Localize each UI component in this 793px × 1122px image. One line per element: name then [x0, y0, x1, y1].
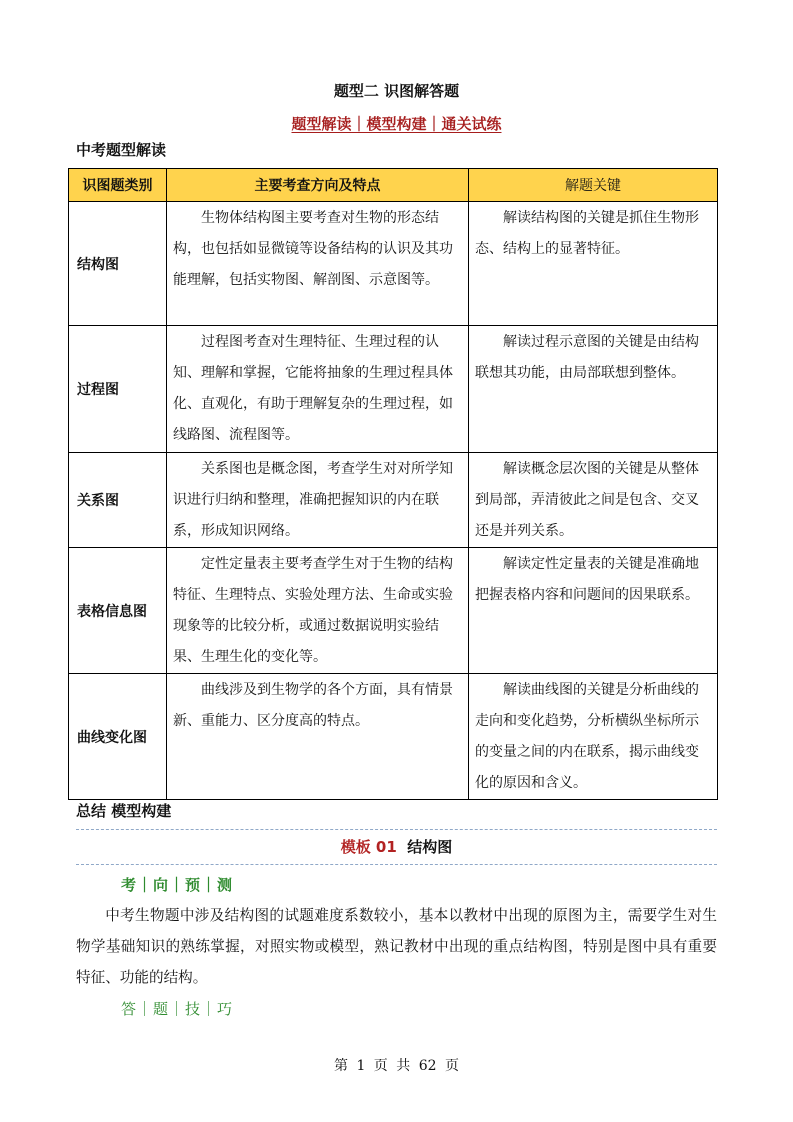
page-title: 题型二 识图解答题 — [333, 82, 460, 100]
row-category: 关系图 — [69, 453, 167, 548]
template-name: 结构图 — [407, 838, 453, 856]
template-title — [0, 836, 793, 857]
row-category: 过程图 — [69, 326, 167, 453]
table-row — [69, 548, 718, 674]
row-direction: 曲线涉及到生物学的各个方面，具有情景新、重能力、区分度高的特点。 — [167, 674, 469, 800]
table-row — [69, 674, 718, 800]
row-direction: 定性定量表主要考查学生对于生物的结构特征、生理特点、实验处理方法、生命或实验现象等的比较分析，或通过数据说明实验结果、生理生化的变化等。 — [167, 548, 469, 674]
row-key: 解读结构图的关键是抓住生物形态、结构上的显著特征。 — [469, 202, 718, 326]
section-heading-model-building: 总结 模型构建 — [76, 802, 172, 820]
table-row — [69, 202, 718, 326]
body-paragraph: 中考生物题中涉及结构图的试题难度系数较小，基本以教材中出现的原图为主，需要学生对生物学基础知识的熟练掌握，对照实物或模型，熟记教材中出现的重点结构图，特别是图中具有重要特征、功能的结构。 — [76, 907, 717, 986]
row-direction: 生物体结构图主要考查对生物的形态结构，也包括如显微镜等设备结构的认识及其功能理解，包括实物图、解剖图、示意图等。 — [167, 202, 469, 326]
column-header-key: 解题关键 — [469, 169, 718, 202]
table-row — [69, 453, 718, 548]
template-label: 模板 01 — [340, 838, 397, 856]
tips-tag: 答｜题｜技｜巧 — [121, 1000, 234, 1018]
row-category: 曲线变化图 — [69, 674, 167, 800]
row-key: 解读曲线图的关键是分析曲线的走向和变化趋势，分析横纵坐标所示的变量之间的内在联系，揭示曲线变化的原因和含义。 — [469, 674, 718, 800]
row-key: 解读定性定量表的关键是准确地把握表格内容和问题间的因果联系。 — [469, 548, 718, 674]
row-key: 解读过程示意图的关键是由结构联想其功能，由局部联想到整体。 — [469, 326, 718, 453]
table-header-row — [69, 169, 718, 202]
page-footer: 第 1 页 共 62 页 — [334, 1058, 459, 1074]
page-subtitle: 题型解读｜模型构建｜通关试练 — [291, 115, 502, 133]
row-category: 结构图 — [69, 202, 167, 326]
row-category: 表格信息图 — [69, 548, 167, 674]
row-direction: 关系图也是概念图，考查学生对对所学知识进行归纳和整理，准确把握知识的内在联系，形成知识网络。 — [167, 453, 469, 548]
forecast-tag: 考｜向｜预｜测 — [121, 876, 234, 894]
divider-top — [76, 829, 717, 830]
column-header-direction: 主要考查方向及特点 — [167, 169, 469, 202]
column-header-category: 识图题类别 — [69, 169, 167, 202]
section-heading-exam-reading: 中考题型解读 — [76, 141, 167, 159]
table-row — [69, 326, 718, 453]
row-key: 解读概念层次图的关键是从整体到局部，弄清彼此之间是包含、交叉还是并列关系。 — [469, 453, 718, 548]
row-direction: 过程图考查对生理特征、生理过程的认知、理解和掌握，它能将抽象的生理过程具体化、直观化，有助于理解复杂的生理过程，如线路图、流程图等。 — [167, 326, 469, 453]
question-type-table — [68, 168, 718, 800]
divider-bottom — [76, 864, 717, 865]
